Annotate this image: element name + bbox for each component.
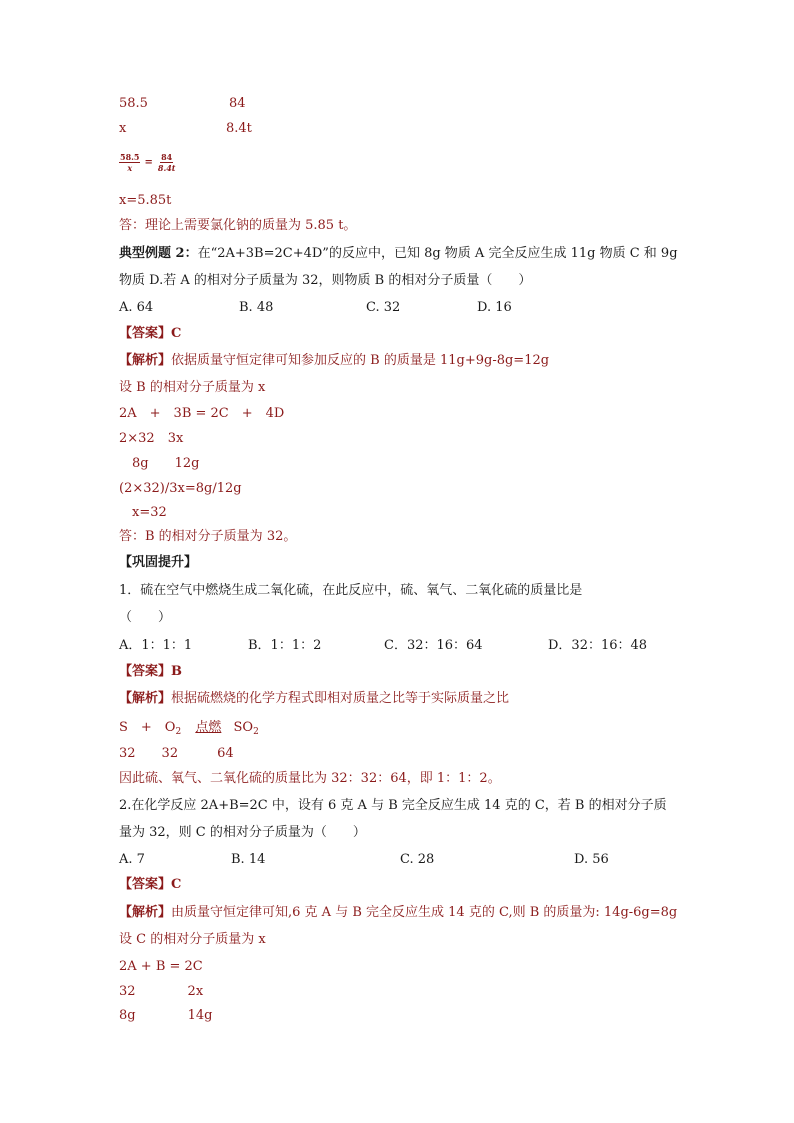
analysis-line [119,904,677,922]
option-a: A．1：1：1 [119,638,193,653]
analysis-equation: 2A + 3B = 2C + 4D [119,406,285,421]
equals-sign: = [144,157,153,168]
question-1-line-1: 1．硫在空气中燃烧生成二氧化硫，在此反应中，硫、氧气、二氧化硫的质量比是 [119,583,583,598]
question-2-line-2: 量为 32，则 C 的相对分子质量为（ ） [119,825,366,840]
calc-row-2 [119,120,126,138]
option-b: B. 14 [231,852,266,867]
option-c: C. 32 [366,300,401,315]
example-label: 典型例题 2： [119,246,198,261]
analysis-text: 根据硫燃烧的化学方程式即相对质量之比等于实际质量之比 [171,691,510,706]
example-2-line-1 [119,245,678,263]
section-heading: 【巩固提升】 [119,555,198,570]
equation-product: SO [233,720,254,735]
subscript: 2 [175,727,182,737]
analysis-step: 设 C 的相对分子质量为 x [119,932,266,947]
option-c: C. 28 [400,852,435,867]
analysis-text: 由质量守恒定律可知,6 克 A 与 B 完全反应生成 14 克的 C,则 B 的质量为: 14g-6g=8g [171,905,678,920]
question-1-line-2: （ ） [119,610,172,625]
option-d: D．32：16：48 [548,638,648,653]
analysis-conclusion: 答：B 的相对分子质量为 32。 [119,529,297,544]
answer-line [119,663,182,681]
analysis-step: x=32 [119,505,167,520]
analysis-text: 依据质量守恒定律可知参加反应的 B 的质量是 11g+9g-8g=12g [171,353,550,368]
option-d: D. 56 [574,852,609,867]
analysis-step: 32 2x [119,984,204,999]
analysis-step: (2×32)/3x=8g/12g [119,481,242,496]
fraction-denominator: 8.4t [157,163,176,173]
calc-value: x [119,121,127,136]
question-text: 在“2A+3B=2C+4D”的反应中，已知 8g 物质 A 完全反应生成 11g 物质 C 和 9g [197,246,678,261]
calc-row-2b [226,120,252,138]
option-c: C．32：16：64 [384,638,483,653]
calc-answer: 答：理论上需要氯化钠的质量为 5.85 t。 [119,218,357,233]
analysis-label: 【解析】 [119,905,172,920]
reaction-condition: 点燃 [195,720,222,735]
analysis-step: 8g 12g [119,456,200,471]
analysis-step: 2×32 3x [119,431,184,446]
calc-value: 84 [229,96,246,111]
subscript: 2 [253,727,259,737]
analysis-step: 8g 14g [119,1008,213,1023]
ratio-fraction [119,152,177,173]
analysis-equation: 2A + B = 2C [119,959,203,974]
analysis-step: 设 B 的相对分子质量为 x [119,380,266,395]
answer-label: 【答案】 [119,664,172,679]
fraction-numerator: 84 [161,152,173,162]
option-a: A. 64 [119,300,154,315]
analysis-line [119,690,509,708]
calc-result: x=5.85t [119,193,172,208]
option-d: D. 16 [477,300,512,315]
equation-reactants: S + O [119,720,176,735]
calc-value: 8.4t [226,121,252,136]
option-b: B. 48 [239,300,274,315]
answer-line [119,876,181,894]
question-2-line-1: 2.在化学反应 2A+B=2C 中，设有 6 克 A 与 B 完全反应生成 14 克的 C，若 B 的相对分子质 [119,798,667,813]
calc-row-1 [119,95,148,113]
calc-row-1b [229,95,246,113]
calc-value: 58.5 [119,96,148,111]
analysis-label: 【解析】 [119,691,172,706]
fraction-left [119,152,140,173]
answer-label: 【答案】 [119,326,172,341]
example-2-line-2: 物质 D.若 A 的相对分子质量为 32，则物质 B 的相对分子质量（ ） [119,273,532,288]
answer-value: C [171,326,182,341]
equation-masses: 32 32 64 [119,746,234,761]
option-b: B．1：1：2 [248,638,322,653]
answer-value: C [171,877,182,892]
chemical-equation [119,719,259,741]
answer-label: 【答案】 [119,877,172,892]
answer-value: B [171,664,183,679]
answer-line [119,325,181,343]
analysis-line [119,352,549,370]
fraction-right [157,152,177,173]
analysis-conclusion: 因此硫、氧气、二氧化硫的质量比为 32：32：64，即 1：1：2。 [119,771,501,786]
analysis-label: 【解析】 [119,353,172,368]
option-a: A. 7 [119,852,145,867]
fraction-numerator: 58.5 [120,152,140,162]
fraction-denominator: x [127,163,133,173]
